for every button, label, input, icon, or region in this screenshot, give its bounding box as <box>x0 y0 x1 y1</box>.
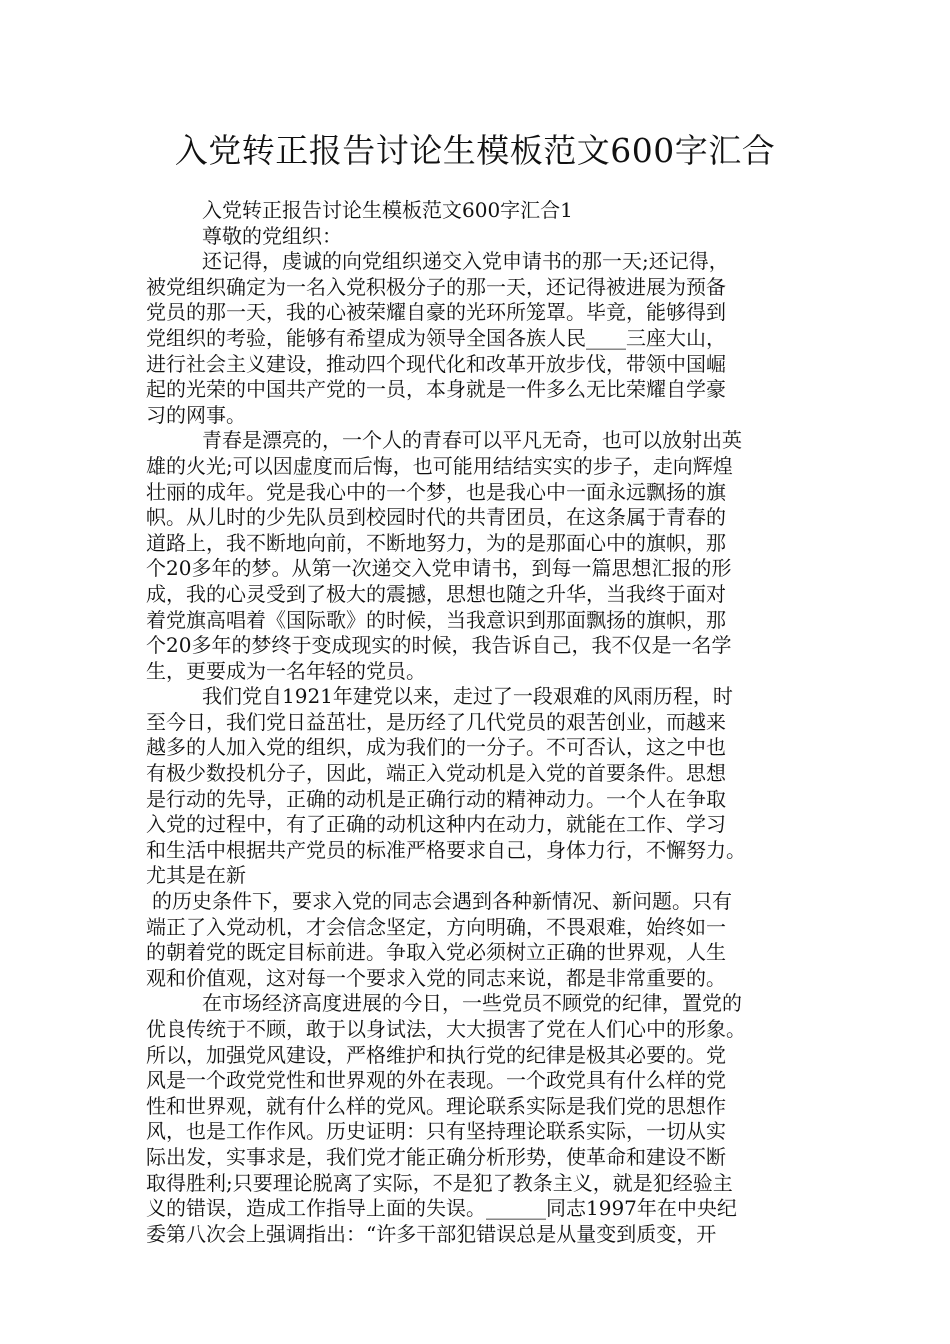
paragraph-line: 着党旗高唱着《国际歌》的时候，当我意识到那面飘扬的旗帜，那 <box>146 607 726 632</box>
document-title: 入党转正报告讨论生模板范文600字汇合 <box>174 131 776 170</box>
paragraph-line: 有极少数投机分子，因此，端正入党动机是入党的首要条件。思想 <box>146 761 726 786</box>
paragraph-line: 还记得，虔诚的向党组织递交入党申请书的那一天;还记得， <box>202 249 729 274</box>
paragraph-line: 入党的过程中，有了正确的动机这种内在动力，就能在工作、学习 <box>146 812 726 837</box>
paragraph-line: 青春是漂亮的，一个人的青春可以平凡无奇，也可以放射出英 <box>202 428 742 453</box>
paragraph-line: 风是一个政党党性和世界观的外在表现。一个政党具有什么样的党 <box>146 1068 726 1093</box>
paragraph-line: 道路上，我不断地向前，不断地努力，为的是那面心中的旗帜，那 <box>146 530 726 555</box>
paragraph-line: 性和世界观，就有什么样的党风。理论联系实际是我们党的思想作 <box>146 1093 726 1118</box>
paragraph-line: 在市场经济高度进展的今日，一些党员不顾党的纪律，置党的 <box>202 991 742 1016</box>
paragraph-line: 个20多年的梦。从第一次递交入党申请书，到每一篇思想汇报的形 <box>146 556 732 581</box>
paragraph-line: 进行社会主义建设，推动四个现代化和改革开放步伐，带领中国崛 <box>146 351 726 376</box>
paragraph-line: 雄的火光;可以因虚度而后悔，也可能用结结实实的步子，走向辉煌 <box>146 453 733 478</box>
paragraph-line: 际出发，实事求是，我们党才能正确分析形势，使革命和建设不断 <box>146 1144 726 1169</box>
paragraph-line: 所以，加强党风建设，严格维护和执行党的纪律是极其必要的。党 <box>146 1042 726 1067</box>
paragraph-line: 风，也是工作作风。历史证明：只有坚持理论联系实际，一切从实 <box>146 1119 726 1144</box>
paragraph-line: 是行动的先导，正确的动机是正确行动的精神动力。一个人在争取 <box>146 786 726 811</box>
paragraph-line: 至今日，我们党日益茁壮，是历经了几代党员的艰苦创业，而越来 <box>146 709 726 734</box>
paragraph-line: 党员的那一天，我的心被荣耀自豪的光环所笼罩。毕竟，能够得到 <box>146 300 726 325</box>
paragraph-line: 越多的人加入党的组织，成为我们的一分子。不可否认，这之中也 <box>146 735 726 760</box>
paragraph-line: 被党组织确定为一名入党积极分子的那一天，还记得被进展为预备 <box>146 274 726 299</box>
document-body <box>146 198 810 1273</box>
paragraph-line: 委第八次会上强调指出：“许多干部犯错误总是从量变到质变，开 <box>146 1221 717 1246</box>
paragraph-line: 的历史条件下，要求入党的同志会遇到各种新情况、新问题。只有 <box>152 889 732 914</box>
paragraph-line: 个20多年的梦终于变成现实的时候，我告诉自己，我不仅是一名学 <box>146 633 732 658</box>
paragraph-line <box>146 1247 810 1273</box>
paragraph-line: 习的网事。 <box>146 402 246 427</box>
paragraph-line: 起的光荣的中国共产党的一员，本身就是一件多么无比荣耀自学豪 <box>146 377 726 402</box>
paragraph-line: 我们党自1921年建党以来，走过了一段艰难的风雨历程，时 <box>202 684 733 709</box>
paragraph-line: 成，我的心灵受到了极大的震撼，思想也随之升华，当我终于面对 <box>146 581 726 606</box>
paragraph-line: 党组织的考验，能够有希望成为领导全国各族人民____三座大山， <box>146 325 726 350</box>
paragraph-line: 生，更要成为一名年轻的党员。 <box>146 658 426 683</box>
paragraph-line: 的朝着党的既定目标前进。争取入党必须树立正确的世界观，人生 <box>146 940 726 965</box>
paragraph-line: 取得胜利;只要理论脱离了实际，不是犯了教条主义，就是犯经验主 <box>146 1170 733 1195</box>
paragraph-line: 尤其是在新 <box>146 863 246 888</box>
subtitle-line: 入党转正报告讨论生模板范文600字汇合1 <box>202 198 573 222</box>
paragraph-line: 壮丽的成年。党是我心中的一个梦，也是我心中一面永远飘扬的旗 <box>146 479 726 504</box>
paragraph-line: 和生活中根据共产党员的标准严格要求自己，身体力行，不懈努力。 <box>146 837 746 862</box>
paragraph-line: 优良传统于不顾，敢于以身试法，大大损害了党在人们心中的形象。 <box>146 1017 746 1041</box>
paragraph-line: 帜。从儿时的少先队员到校园时代的共青团员，在这条属于青春的 <box>146 505 726 530</box>
paragraph-line: 观和价值观，这对每一个要求入党的同志来说，都是非常重要的。 <box>146 965 726 990</box>
paragraph-line: 义的错误，造成工作指导上面的失误。______同志1997年在中央纪 <box>146 1196 737 1221</box>
paragraph-line: 端正了入党动机，才会信念坚定，方向明确，不畏艰难，始终如一 <box>146 914 726 939</box>
salutation-line: 尊敬的党组织： <box>202 223 342 248</box>
